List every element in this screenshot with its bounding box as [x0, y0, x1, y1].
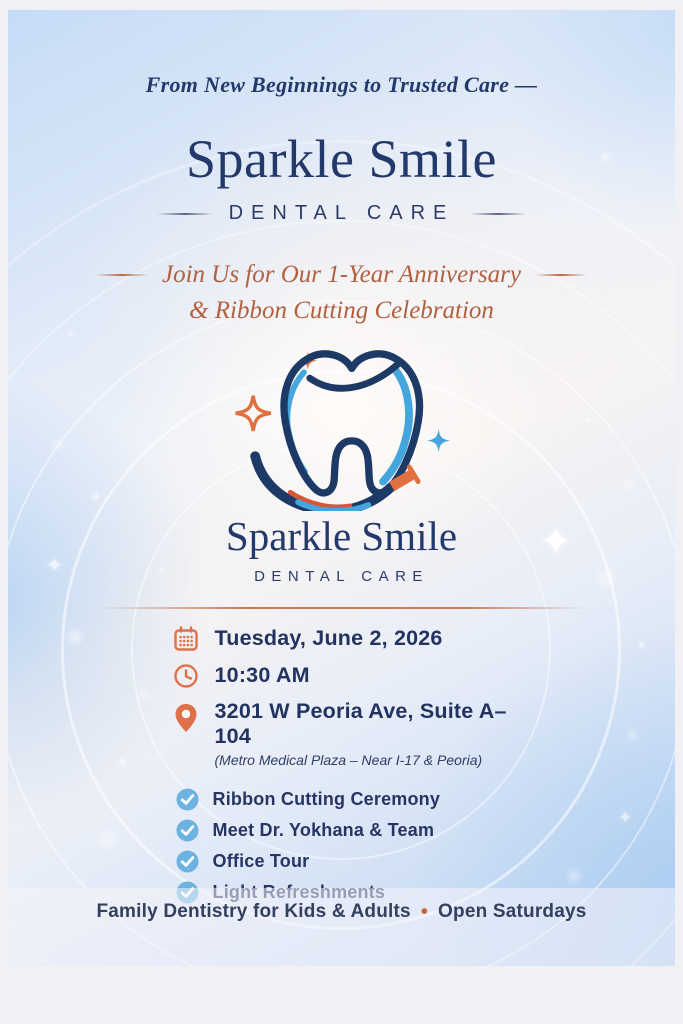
highlight-text: Meet Dr. Yokhana & Team	[212, 819, 435, 840]
sparkle-icon: ✦	[598, 148, 613, 168]
highlight-text: Ribbon Cutting Ceremony	[212, 788, 441, 809]
subtitle-rule-right	[470, 213, 526, 215]
check-icon	[176, 819, 199, 842]
subtitle-rule-left	[157, 213, 213, 215]
sparkle-icon: ✦	[46, 553, 63, 577]
footer-right: Open Saturdays	[438, 901, 587, 922]
invitation-text-2: & Ribbon Cutting Celebration	[189, 297, 494, 324]
event-location-row	[172, 699, 528, 768]
sparkle-icon: ✦	[636, 639, 647, 654]
flyer-card	[8, 10, 675, 966]
event-address-note: (Metro Medical Plaza – Near I-17 & Peoria)	[214, 751, 483, 768]
sparkle-icon: ✦	[66, 327, 77, 341]
list-item	[176, 788, 528, 811]
list-item	[176, 850, 528, 873]
list-item	[176, 819, 528, 842]
invitation-text-1: Join Us for Our 1-Year Anniversary	[161, 261, 522, 288]
footer-dot: •	[420, 901, 429, 923]
map-pin-icon	[172, 702, 200, 734]
sparkle-icon: ✦	[156, 564, 167, 579]
orange-divider	[97, 607, 587, 609]
logo-brand-subtitle: DENTAL CARE	[254, 568, 429, 585]
event-date: Tuesday, June 2, 2026	[214, 626, 443, 650]
logo-brand-title: Sparkle Smile	[225, 513, 458, 559]
brand-subtitle: DENTAL CARE	[228, 202, 455, 224]
event-details	[156, 625, 528, 768]
invite-rule-right	[535, 274, 587, 276]
tooth-logo	[8, 339, 675, 516]
orange-sparkle-large-icon	[235, 396, 270, 431]
highlight-text: Office Tour	[212, 850, 310, 871]
tagline: From New Beginnings to Trusted Care —	[145, 72, 538, 97]
event-time-row	[172, 662, 528, 690]
invite-rule-left	[96, 274, 148, 276]
blue-sparkle-icon	[426, 429, 449, 452]
sparkle-icon: ✦	[539, 519, 573, 565]
brand-subtitle-row	[8, 202, 675, 225]
footer-left: Family Dentistry for Kids & Adults	[96, 901, 411, 922]
sparkle-icon: ✦	[618, 808, 633, 828]
event-address: 3201 W Peoria Ave, Suite A–104	[214, 698, 507, 748]
check-icon	[176, 850, 199, 873]
event-date-row	[172, 625, 528, 653]
sparkle-icon: ✦	[116, 753, 129, 771]
tooth-logo-graphic	[220, 339, 464, 511]
clock-icon	[172, 662, 200, 690]
highlights-list	[156, 788, 528, 904]
calendar-icon	[172, 625, 200, 653]
invitation	[8, 261, 675, 325]
brand-title: Sparkle Smile	[186, 129, 497, 189]
check-icon	[176, 788, 199, 811]
footer-band	[8, 888, 675, 966]
event-time: 10:30 AM	[214, 663, 310, 687]
sparkle-icon: ✦	[90, 488, 103, 506]
footer-text	[96, 901, 586, 923]
sparkle-icon: ✦	[583, 414, 594, 428]
invitation-line-1	[8, 261, 675, 289]
